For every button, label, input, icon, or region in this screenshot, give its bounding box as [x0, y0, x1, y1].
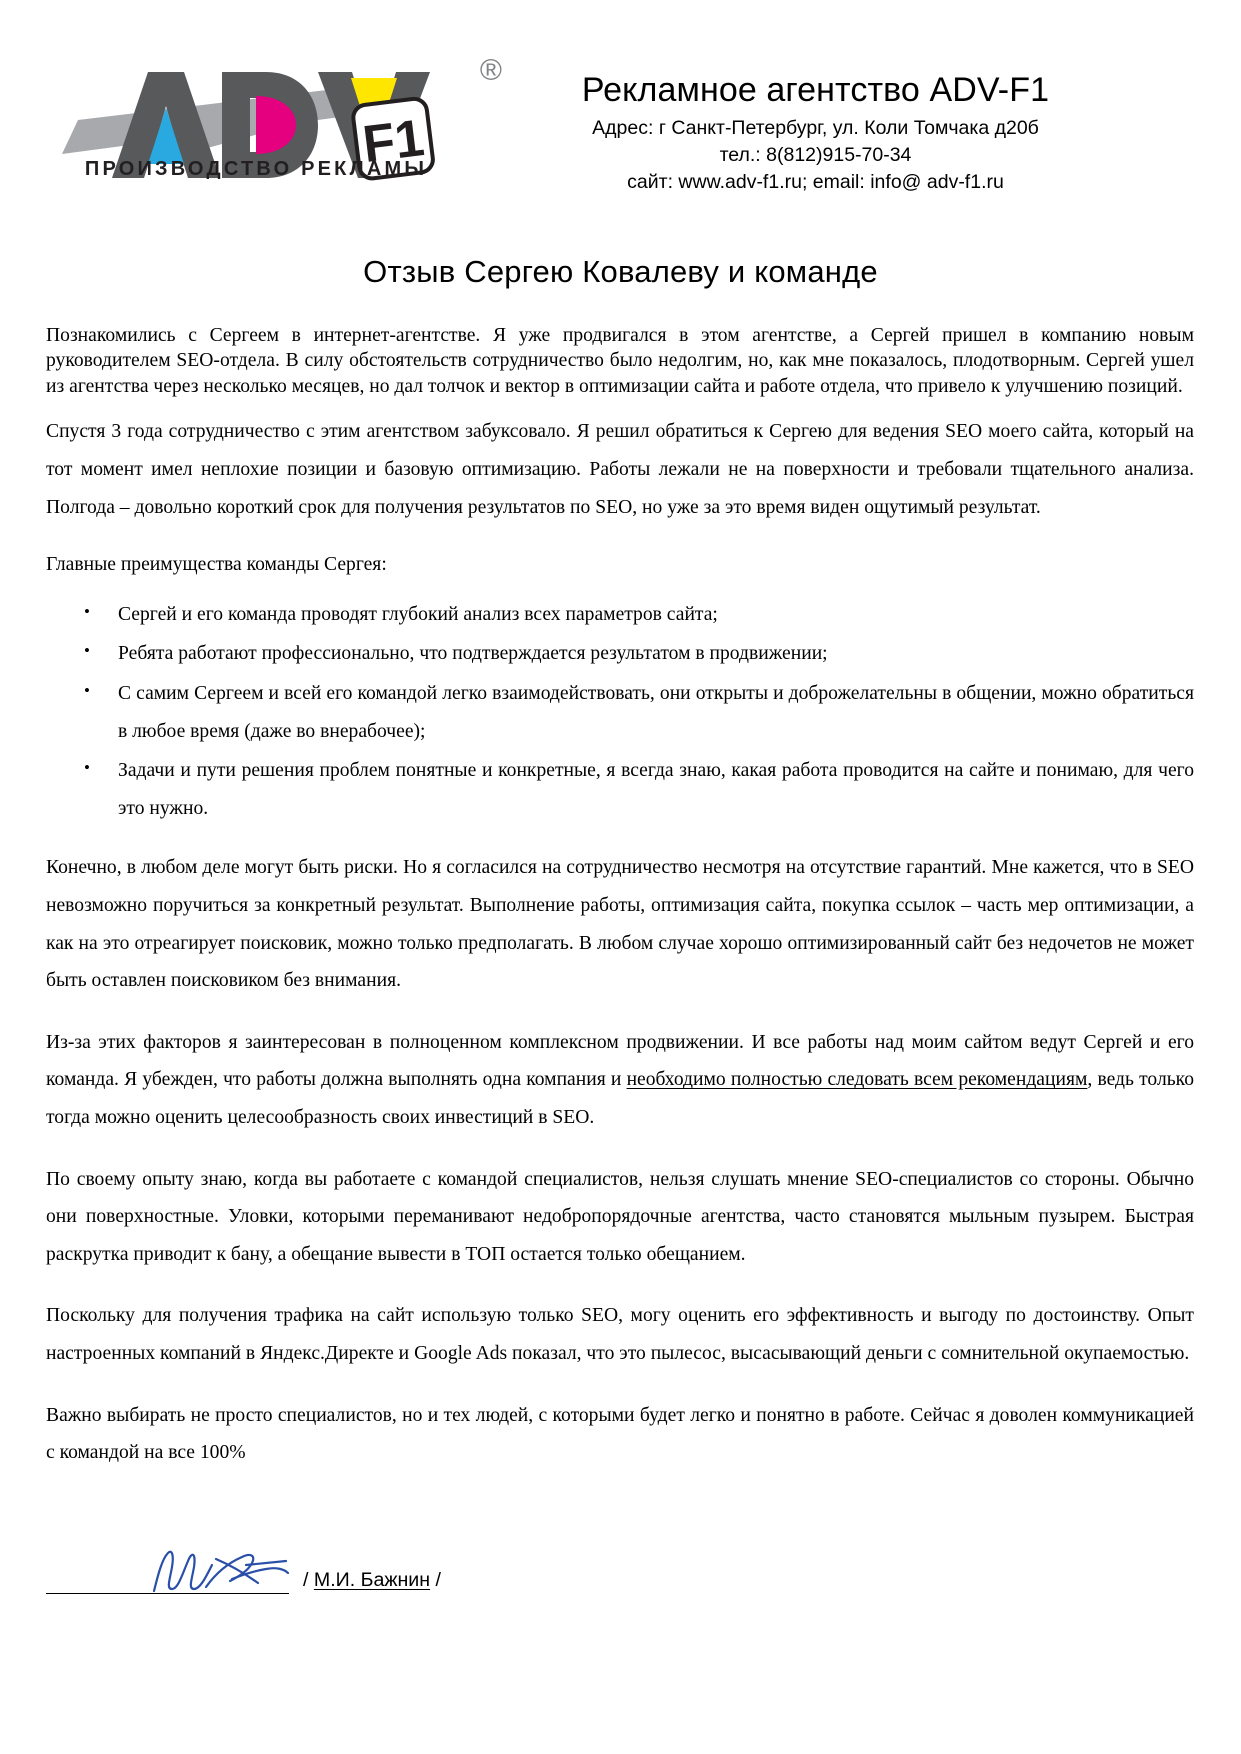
paragraph-4-text-start: Из-за этих факторов я заинтересован в полноценном комплексном продвижении. И все работы над моим сайтом ведут Сергей и его команда. Я убежден, что работы должна выполнять одна компания и [46, 1031, 1194, 1091]
advantages-list [46, 596, 1194, 828]
list-item: • Ребята работают профессионально, что подтверждается результатом в продвижении; [46, 635, 1194, 673]
document-body [0, 323, 1241, 1472]
list-item: • С самим Сергеем и всей его командой легко взаимодействовать, они открыты и доброжелательны в общении, можно обратиться в любое время (даже во внерабочее); [46, 675, 1194, 750]
registered-trademark-icon: ® [479, 54, 502, 87]
svg-text:F1: F1 [359, 109, 428, 175]
signature-block [0, 1532, 1241, 1594]
letterhead [0, 0, 1241, 196]
signature-line [46, 1592, 289, 1594]
company-contact-block [450, 46, 1181, 195]
list-item: • Задачи и пути решения проблем понятные и конкретные, я всегда знаю, какая работа проводится на сайте и понимаю, для чего это нужно. [46, 752, 1194, 827]
company-web-email: сайт: www.adv-f1.ru; email: info@ adv-f1.ru [627, 170, 1004, 193]
paragraph-5: По своему опыту знаю, когда вы работаете с командой специалистов, нельзя слушать мнение SEO-специалистов со стороны. Обычно они поверхностные. Уловки, которыми переманивают недобропорядочные агентства, часто становятся мыльным пузырем. Быстрая раскрутка приводит к бану, а обещание вывести в ТОП остается только обещанием. [46, 1168, 1194, 1265]
signatory-name-text: М.И. Бажнин [313, 1569, 431, 1592]
paragraph-1: Познакомились с Сергеем в интернет-агентстве. Я уже продвигался в этом агентстве, а Сергей пришел в компанию новым руководителем SEO-отдела. В силу обстоятельств сотрудничество было недолгим, но, как мне показалось, плодотворным. Сергей ушел из агентства через несколько месяцев, но дал толчок и вектор в оптимизации сайта и работе отдела, что привело к улучшению позиций. [46, 325, 1194, 397]
paragraph-4 [46, 1024, 1194, 1137]
handwritten-signature-icon [146, 1545, 296, 1597]
paragraph-4-emphasis: необходимо полностью следовать всем рекомендациям [626, 1069, 1088, 1091]
list-intro: Главные преимущества команды Сергея: [46, 554, 387, 576]
paragraph-3: Конечно, в любом деле могут быть риски. Но я согласился на сотрудничество несмотря на отсутствие гарантий. Мне кажется, что в SEO невозможно поручиться за конкретный результат. Выполнение работы, оптимизация сайта, покупка ссылок – часть мер оптимизации, а как на это отреагирует поисковик, можно только предполагать. В любом случае хорошо оптимизированный сайт без недочетов не может быть оставлен поисковиком без внимания. [46, 857, 1194, 992]
paragraph-6: Поскольку для получения трафика на сайт использую только SEO, могу оценить его эффективность и выгоду по достоинству. Опыт настроенных компаний в Яндекс.Директе и Google Ads показал, что это пылесос, высасывающий деньги с сомнительной окупаемостью. [46, 1305, 1194, 1365]
paragraph-7: Важно выбирать не просто специалистов, но и тех людей, с которыми будет легко и понятно в работе. Сейчас я доволен коммуникацией с командой на все 100% [46, 1404, 1194, 1464]
paragraph-2: Спустя 3 года сотрудничество с этим агентством забуксовало. Я решил обратиться к Сергею для ведения SEO моего сайта, который на тот момент имел неплохие позиции и базовую оптимизацию. Работы лежали не на поверхности и требовали тщательного анализа. Полгода – довольно короткий срок для получения результатов по SEO, но уже за это время виден ощутимый результат. [46, 421, 1194, 518]
company-title: Рекламное агентство ADV-F1 [581, 71, 1050, 109]
signatory-name [303, 1571, 441, 1594]
slash-before: / [303, 1569, 314, 1592]
paragraph-4-text-end: , ведь только тогда можно оценить целесообразность своих инвестиций в SEO. [46, 1069, 1194, 1129]
list-item: • Сергей и его команда проводят глубокий анализ всех параметров сайта; [46, 596, 1194, 634]
company-phone: тел.: 8(812)915-70-34 [719, 143, 912, 166]
company-address: Адрес: г Санкт-Петербург, ул. Коли Томчака д20б [592, 117, 1039, 140]
page-title: Отзыв Сергею Ковалеву и команде [363, 254, 878, 289]
logo-tagline: ПРОИЗВОДСТВО РЕКЛАМЫ [84, 158, 428, 180]
company-logo [60, 46, 502, 196]
slash-after: / [430, 1569, 441, 1592]
